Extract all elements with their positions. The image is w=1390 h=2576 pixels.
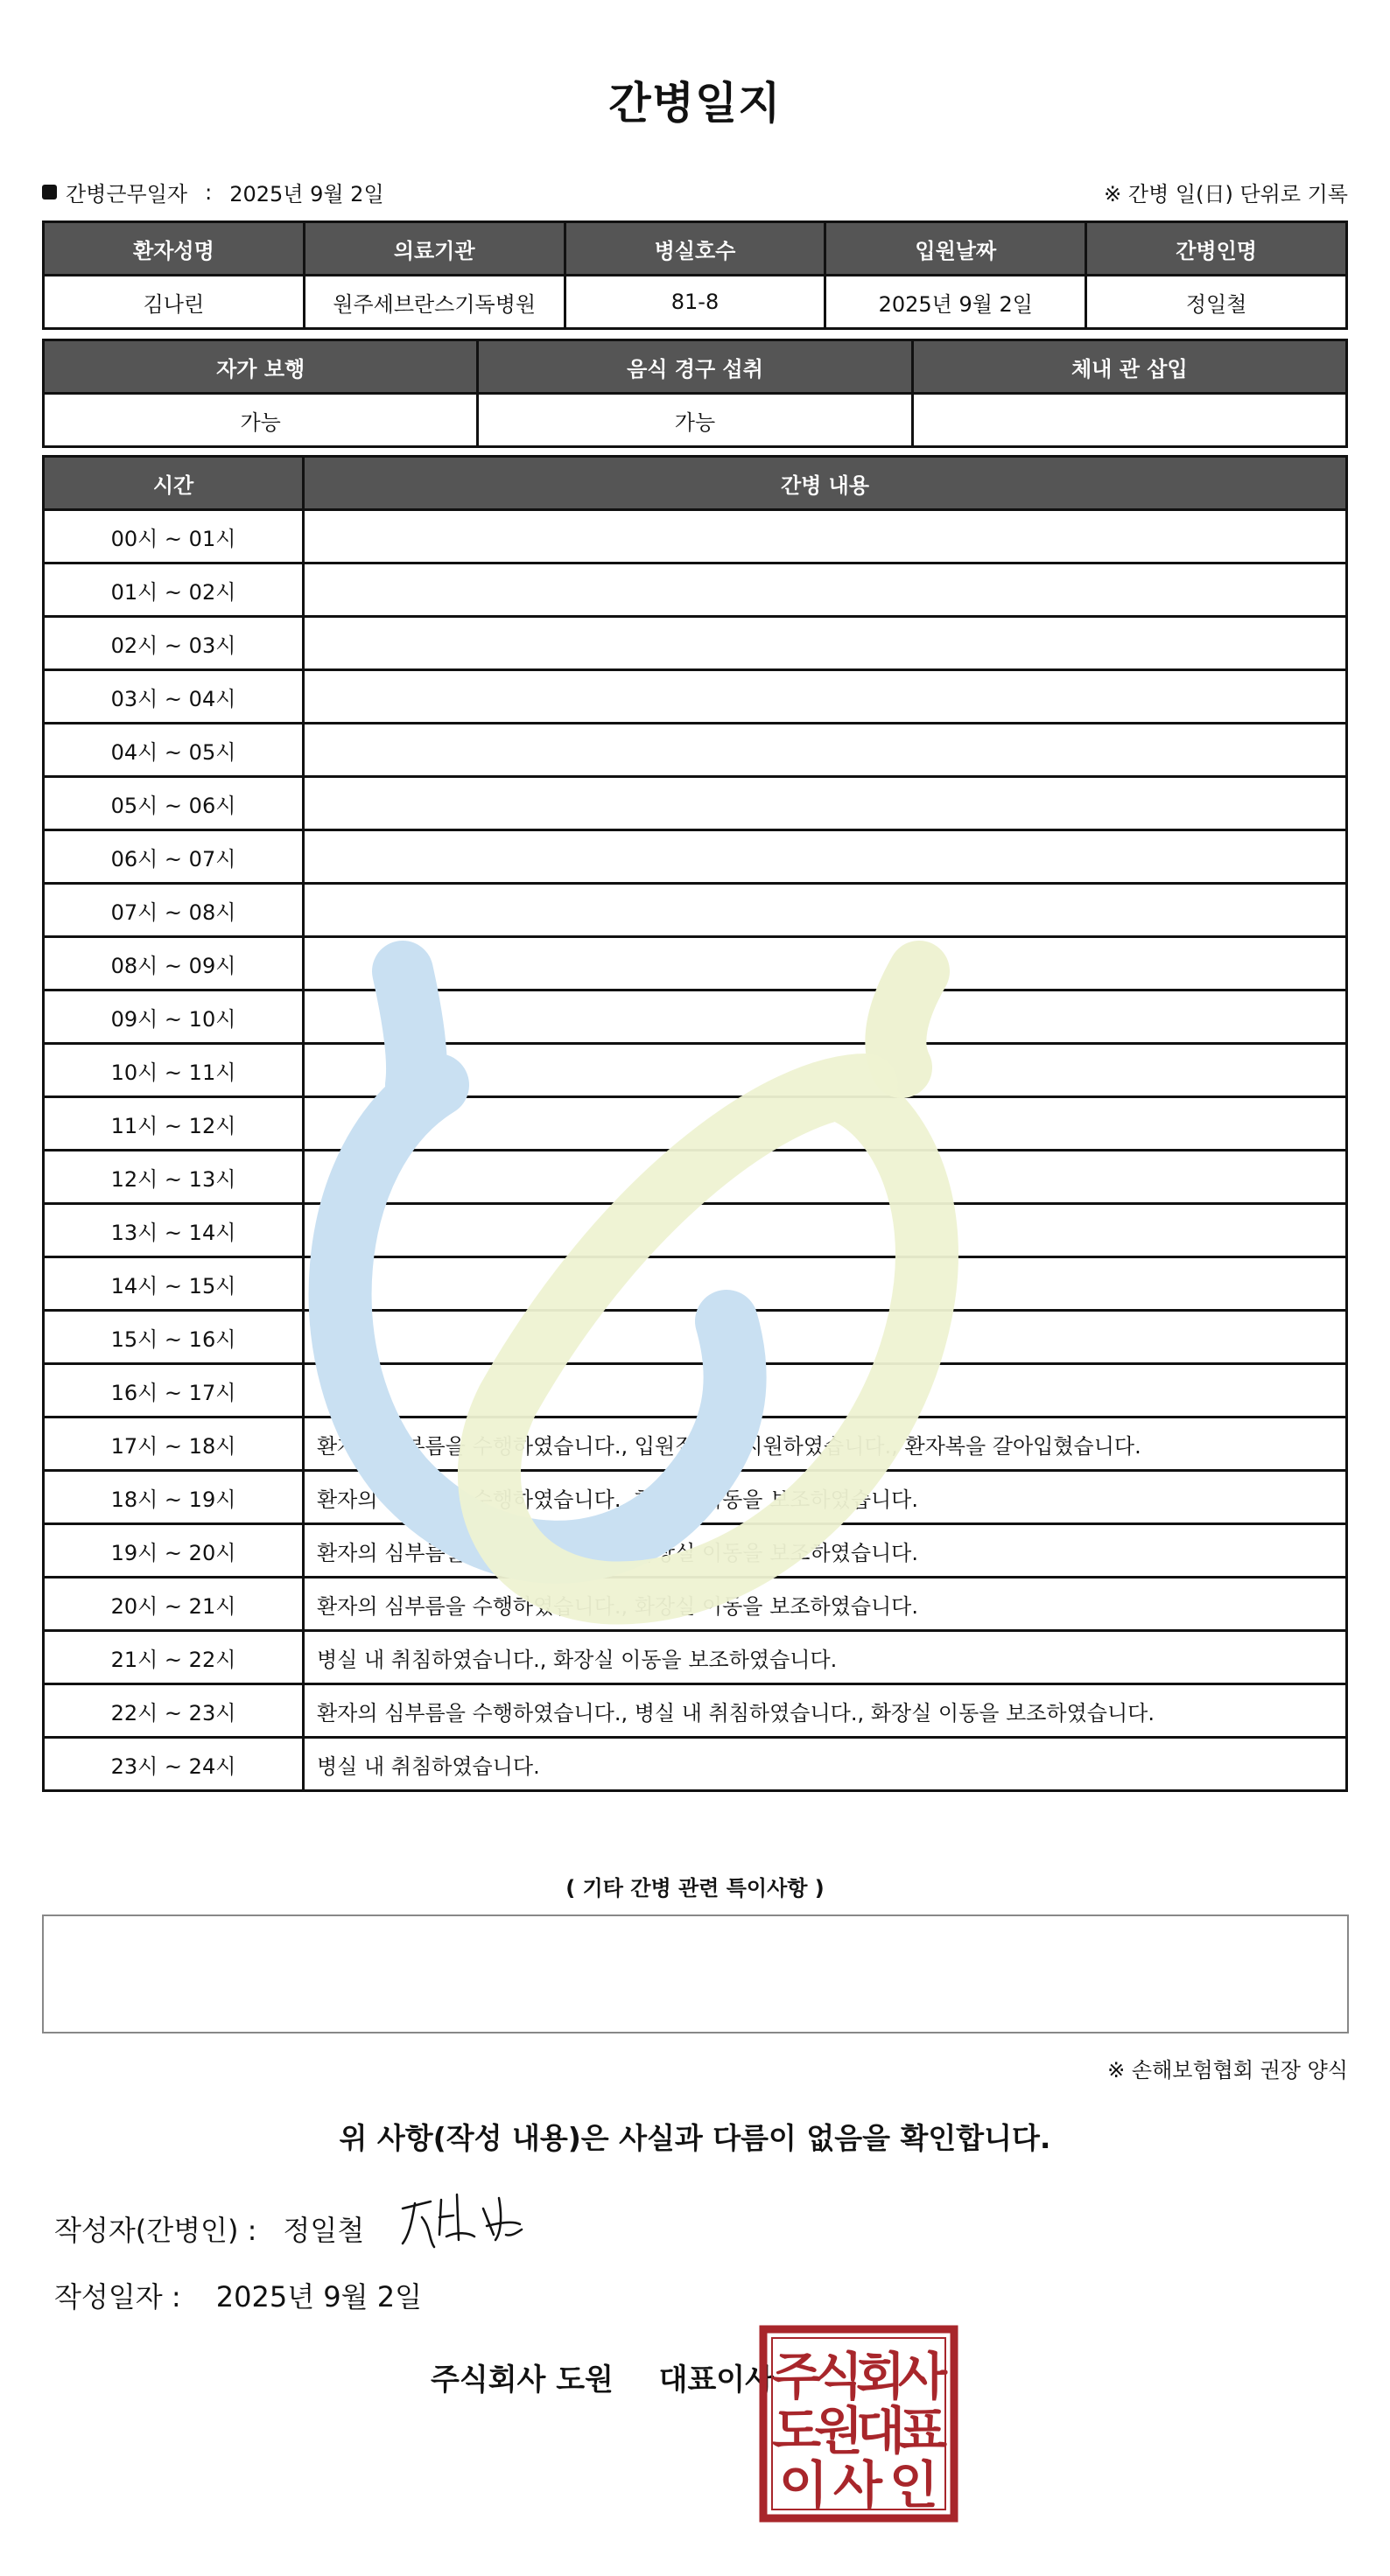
header-care-content: 간병 내용 [304, 457, 1347, 510]
log-time: 15시 ~ 16시 [44, 1311, 304, 1364]
document-title: 간병일지 [608, 78, 782, 129]
log-content[interactable]: 병실 내 취침하였습니다., 화장실 이동을 보조하였습니다. [304, 1631, 1347, 1684]
svg-text:식: 식 [813, 2347, 864, 2406]
header-tube-insertion: 체내 관 삽입 [912, 340, 1346, 394]
log-time: 14시 ~ 15시 [44, 1257, 304, 1311]
log-row [44, 1204, 1347, 1257]
svg-text:인: 인 [888, 2455, 939, 2515]
log-content[interactable]: 환자의 심부름을 수행하였습니다., 병실 내 취침하였습니다., 화장실 이동을 보조하였습니다. [304, 1684, 1347, 1738]
svg-text:도: 도 [771, 2401, 822, 2460]
care-status-table [42, 339, 1348, 448]
oral-intake: 가능 [478, 394, 912, 447]
log-content[interactable] [304, 1364, 1347, 1418]
log-content[interactable]: 환자의 심부름을 수행하였습니다., 화장실 이동을 보조하였습니다. [304, 1471, 1347, 1524]
log-content[interactable] [304, 830, 1347, 884]
svg-text:표: 표 [897, 2401, 948, 2460]
log-content[interactable] [304, 1097, 1347, 1151]
work-date-separator: : [205, 179, 213, 205]
association-note: ※ 손해보험협회 권장 양식 [1107, 2058, 1348, 2082]
log-time: 02시 ~ 03시 [44, 617, 304, 670]
log-content[interactable] [304, 1204, 1347, 1257]
writer-line [54, 2208, 364, 2249]
log-time: 13시 ~ 14시 [44, 1204, 304, 1257]
log-time: 16시 ~ 17시 [44, 1364, 304, 1418]
log-row [44, 884, 1347, 937]
log-row [44, 564, 1347, 617]
svg-text:사: 사 [897, 2347, 948, 2406]
log-row [44, 617, 1347, 670]
log-row [44, 1044, 1347, 1097]
log-time: 06시 ~ 07시 [44, 830, 304, 884]
admission-date: 2025년 9월 2일 [825, 276, 1086, 329]
care-log-table [42, 455, 1348, 1792]
company-name: 주식회사 도원 [431, 2362, 614, 2398]
log-time: 23시 ~ 24시 [44, 1738, 304, 1791]
log-time: 12시 ~ 13시 [44, 1151, 304, 1204]
log-content[interactable] [304, 510, 1347, 564]
log-content[interactable] [304, 617, 1347, 670]
log-row [44, 1418, 1347, 1471]
caregiver-name: 정일철 [1086, 276, 1347, 329]
log-content[interactable] [304, 777, 1347, 830]
log-time: 21시 ~ 22시 [44, 1631, 304, 1684]
header-patient-name: 환자성명 [44, 222, 305, 276]
log-content[interactable] [304, 1311, 1347, 1364]
log-time: 18시 ~ 19시 [44, 1471, 304, 1524]
log-time: 08시 ~ 09시 [44, 937, 304, 990]
hospital: 원주세브란스기독병원 [304, 276, 565, 329]
log-content[interactable]: 환자의 심부름을 수행하였습니다., 입원절차를 지원하였습니다., 환자복을 갈아입혔습니다. [304, 1418, 1347, 1471]
self-walking: 가능 [44, 394, 478, 447]
header-time: 시간 [44, 457, 304, 510]
log-row [44, 1578, 1347, 1631]
svg-text:사: 사 [832, 2455, 883, 2515]
log-content[interactable] [304, 670, 1347, 724]
record-note: ※ 간병 일(日) 단위로 기록 [1104, 182, 1348, 206]
log-time: 07시 ~ 08시 [44, 884, 304, 937]
log-time: 22시 ~ 23시 [44, 1684, 304, 1738]
room-number: 81-8 [565, 276, 825, 329]
write-date-line [54, 2275, 422, 2315]
log-row [44, 1684, 1347, 1738]
writer-name: 정일철 [283, 2214, 365, 2247]
confirmation-statement: 위 사항(작성 내용)은 사실과 다름이 없음을 확인합니다. [339, 2121, 1051, 2155]
write-date-value: 2025년 9월 2일 [215, 2280, 423, 2314]
log-row [44, 1524, 1347, 1578]
remarks-box[interactable] [42, 1914, 1349, 2034]
log-content[interactable] [304, 1257, 1347, 1311]
writer-label: 작성자(간병인) : [54, 2214, 257, 2247]
remarks-label: ( 기타 간병 관련 특이사항 ) [565, 1876, 825, 1900]
log-row [44, 1151, 1347, 1204]
log-row [44, 1311, 1347, 1364]
work-date-value: 2025년 9월 2일 [229, 182, 384, 206]
header-oral-intake: 음식 경구 섭취 [478, 340, 912, 394]
header-self-walking: 자가 보행 [44, 340, 478, 394]
log-row [44, 1471, 1347, 1524]
log-time: 20시 ~ 21시 [44, 1578, 304, 1631]
work-date-label: 간병근무일자 [66, 182, 188, 206]
log-time: 19시 ~ 20시 [44, 1524, 304, 1578]
svg-text:이: 이 [778, 2455, 829, 2515]
log-time: 17시 ~ 18시 [44, 1418, 304, 1471]
company-line [431, 2356, 774, 2398]
svg-text:회: 회 [855, 2347, 906, 2406]
signature-icon [396, 2182, 527, 2261]
bullet-square-icon [42, 185, 57, 200]
write-date-label: 작성일자 : [54, 2280, 181, 2314]
log-content[interactable] [304, 884, 1347, 937]
log-time: 03시 ~ 04시 [44, 670, 304, 724]
log-content[interactable] [304, 990, 1347, 1044]
log-row [44, 1097, 1347, 1151]
log-row [44, 1364, 1347, 1418]
log-content[interactable] [304, 1044, 1347, 1097]
log-row [44, 670, 1347, 724]
log-content[interactable] [304, 564, 1347, 617]
log-content[interactable] [304, 1151, 1347, 1204]
log-row [44, 510, 1347, 564]
log-time: 00시 ~ 01시 [44, 510, 304, 564]
log-time: 09시 ~ 10시 [44, 990, 304, 1044]
log-time: 10시 ~ 11시 [44, 1044, 304, 1097]
header-admission-date: 입원날짜 [825, 222, 1086, 276]
log-row [44, 1738, 1347, 1791]
log-row [44, 937, 1347, 990]
company-seal-icon [758, 2324, 959, 2524]
log-content[interactable]: 환자의 심부름을 수행하였습니다., 화장실 이동을 보조하였습니다. [304, 1578, 1347, 1631]
log-row [44, 777, 1347, 830]
log-content[interactable]: 병실 내 취침하였습니다. [304, 1738, 1347, 1791]
log-time: 05시 ~ 06시 [44, 777, 304, 830]
svg-text:주: 주 [771, 2347, 822, 2406]
svg-text:대: 대 [855, 2401, 906, 2460]
log-row [44, 1631, 1347, 1684]
header-hospital: 의료기관 [304, 222, 565, 276]
log-time: 01시 ~ 02시 [44, 564, 304, 617]
patient-info-table [42, 220, 1348, 330]
log-content[interactable]: 환자의 심부름을 수행하였습니다., 화장실 이동을 보조하였습니다. [304, 1524, 1347, 1578]
log-time: 11시 ~ 12시 [44, 1097, 304, 1151]
header-caregiver-name: 간병인명 [1086, 222, 1347, 276]
log-row [44, 724, 1347, 777]
log-row [44, 830, 1347, 884]
work-date [42, 177, 384, 207]
log-row [44, 990, 1347, 1044]
tube-insertion [912, 394, 1346, 447]
log-content[interactable] [304, 937, 1347, 990]
svg-text:원: 원 [813, 2401, 864, 2460]
header-room-number: 병실호수 [565, 222, 825, 276]
company-title: 대표이사 [658, 2362, 774, 2398]
log-row [44, 1257, 1347, 1311]
log-time: 04시 ~ 05시 [44, 724, 304, 777]
patient-name: 김나린 [44, 276, 305, 329]
log-content[interactable] [304, 724, 1347, 777]
